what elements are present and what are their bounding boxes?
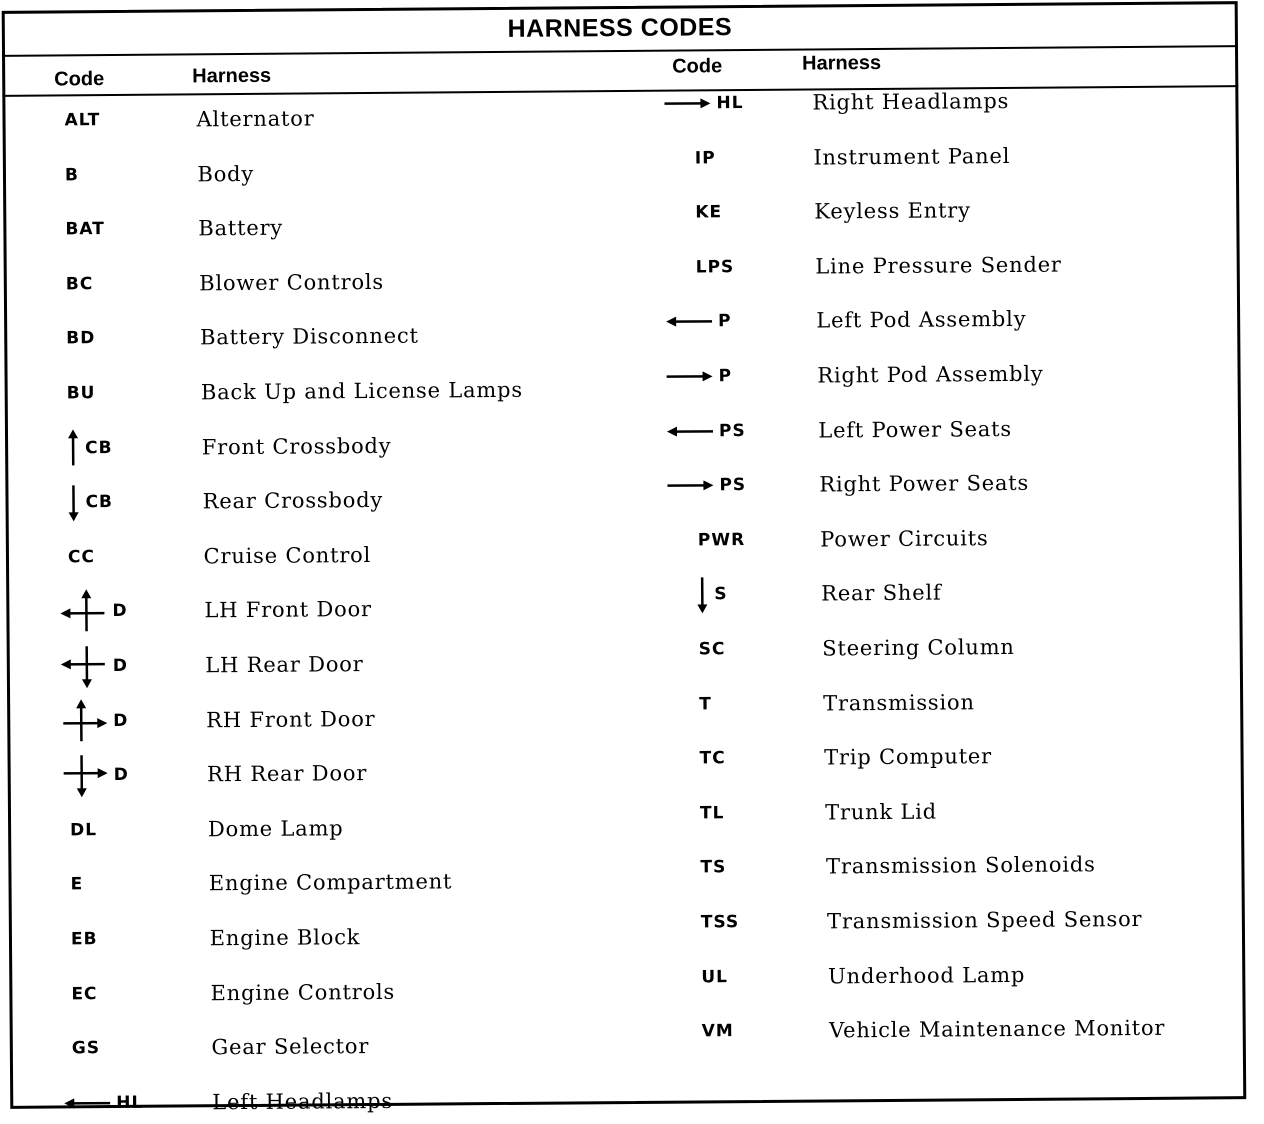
right-code-header: Code <box>672 55 722 78</box>
arrow-right-icon <box>667 479 713 491</box>
right-harness-header: Harness <box>802 52 881 76</box>
harness-code <box>700 858 726 878</box>
harness-code-text: BAT <box>65 219 105 239</box>
harness-name: Cruise Control <box>203 543 371 568</box>
harness-code-text: CB <box>85 438 113 458</box>
harness-code-text: HL <box>116 1093 143 1113</box>
harness-name: Blower Controls <box>199 270 384 295</box>
harness-code-text: BD <box>66 329 95 349</box>
harness-name: Transmission <box>823 690 975 715</box>
harness-code-text: ALT <box>64 110 100 130</box>
arrow-right-icon <box>664 97 710 109</box>
left-code-header: Code <box>54 68 104 91</box>
left-harness-header: Harness <box>192 65 271 89</box>
harness-code-text: D <box>113 656 128 676</box>
arrow-right-icon <box>667 370 713 382</box>
harness-code-text: D <box>112 601 127 621</box>
harness-code <box>698 530 745 550</box>
harness-name: Power Circuits <box>820 526 988 551</box>
harness-name: RH Front Door <box>206 707 375 732</box>
harness-name: Trunk Lid <box>825 799 937 824</box>
harness-name: Keyless Entry <box>814 198 971 223</box>
harness-name: Front Crossbody <box>202 433 392 458</box>
harness-name: Back Up and License Lamps <box>201 378 523 405</box>
harness-name: Rear Shelf <box>821 581 941 606</box>
arrow-left-icon-graphic <box>666 316 712 328</box>
harness-code-text: GS <box>72 1038 100 1058</box>
harness-name: LH Rear Door <box>205 652 363 677</box>
harness-name: Engine Compartment <box>209 870 453 896</box>
arrow-left-icon-graphic <box>64 1097 110 1109</box>
harness-code <box>664 93 743 114</box>
harness-code <box>667 475 746 496</box>
harness-name: Battery <box>198 216 283 241</box>
harness-code <box>696 257 735 277</box>
harness-code <box>666 366 732 387</box>
harness-code-text: BC <box>66 274 94 294</box>
harness-code <box>699 639 726 659</box>
arrow-down-icon-graphic <box>696 576 708 614</box>
harness-code-text: VM <box>702 1021 734 1041</box>
harness-name: Battery Disconnect <box>200 324 419 350</box>
harness-code <box>699 694 712 714</box>
arrow-left-icon <box>64 1097 110 1109</box>
harness-code-text: E <box>70 875 83 895</box>
harness-name: Line Pressure Sender <box>815 252 1062 278</box>
harness-code-text: BU <box>67 383 96 403</box>
arrow-left-icon <box>666 316 712 328</box>
harness-code-text: UL <box>701 967 728 987</box>
harness-code <box>700 803 725 823</box>
harness-code-text: EC <box>71 984 97 1004</box>
harness-code-text: D <box>114 765 129 785</box>
harness-name: Gear Selector <box>211 1034 369 1059</box>
harness-name: Underhood Lamp <box>828 962 1025 988</box>
harness-name: Left Headlamps <box>212 1089 393 1114</box>
harness-code-text: PWR <box>698 530 745 550</box>
arrow-right-icon-graphic <box>664 97 710 109</box>
harness-name: Left Pod Assembly <box>816 307 1026 333</box>
harness-code-text: SC <box>699 639 726 659</box>
harness-name: Left Power Seats <box>818 417 1012 443</box>
harness-name: Transmission Solenoids <box>826 853 1096 879</box>
table-row <box>10 1074 1240 1124</box>
harness-code-text: T <box>699 694 712 714</box>
harness-code <box>695 202 722 222</box>
harness-code-text: P <box>718 312 732 332</box>
harness-code <box>701 967 728 987</box>
harness-name: Right Pod Assembly <box>817 362 1043 388</box>
harness-name: LH Front Door <box>204 597 372 622</box>
harness-code-text: PS <box>719 421 746 441</box>
harness-code <box>666 312 732 333</box>
harness-codes-sheet <box>2 1 1251 1115</box>
harness-code-text: EB <box>71 929 98 949</box>
harness-name: Right Power Seats <box>819 471 1029 497</box>
harness-name: Rear Crossbody <box>203 488 384 513</box>
table-title: HARNESS CODES <box>2 9 1238 48</box>
harness-name: Dome Lamp <box>208 816 344 841</box>
harness-code <box>696 576 728 614</box>
harness-code-text: LPS <box>696 257 735 277</box>
harness-name: RH Rear Door <box>207 761 367 786</box>
arrow-right-icon-graphic <box>667 479 713 491</box>
harness-code <box>699 748 725 768</box>
harness-code-text: TC <box>699 748 725 768</box>
harness-code-text: S <box>714 585 727 605</box>
harness-name: Alternator <box>196 106 314 131</box>
harness-name: Engine Controls <box>210 979 395 1004</box>
harness-code <box>64 1093 143 1114</box>
harness-code <box>701 912 739 932</box>
harness-name: Trip Computer <box>824 744 992 769</box>
harness-code-text: PS <box>719 475 746 495</box>
harness-code-text: IP <box>695 148 716 168</box>
harness-code-text: TSS <box>701 912 739 932</box>
arrow-left-icon-graphic <box>667 425 713 437</box>
harness-name: Right Headlamps <box>812 89 1009 115</box>
harness-name: Vehicle Maintenance Monitor <box>829 1016 1165 1043</box>
arrow-right-icon-graphic <box>667 370 713 382</box>
harness-code-text: CC <box>68 547 95 567</box>
harness-code-text: DL <box>70 820 97 840</box>
harness-code-text: B <box>65 165 79 185</box>
harness-code-text: TS <box>700 858 726 878</box>
harness-code <box>695 148 716 168</box>
harness-code-text: TL <box>700 803 725 823</box>
harness-code-text: D <box>113 711 128 731</box>
harness-code-text: KE <box>695 202 722 222</box>
harness-name: Body <box>197 162 254 186</box>
harness-code-text: HL <box>716 93 743 113</box>
harness-code-text: P <box>718 366 732 386</box>
harness-name: Transmission Speed Sensor <box>827 907 1142 933</box>
harness-name: Instrument Panel <box>813 144 1010 170</box>
harness-code-text: CB <box>85 492 113 512</box>
harness-code <box>702 1021 734 1041</box>
harness-name: Steering Column <box>822 635 1015 661</box>
harness-name: Engine Block <box>210 925 361 950</box>
harness-code <box>667 421 746 442</box>
arrow-down-icon <box>696 576 708 614</box>
arrow-left-icon <box>667 425 713 437</box>
